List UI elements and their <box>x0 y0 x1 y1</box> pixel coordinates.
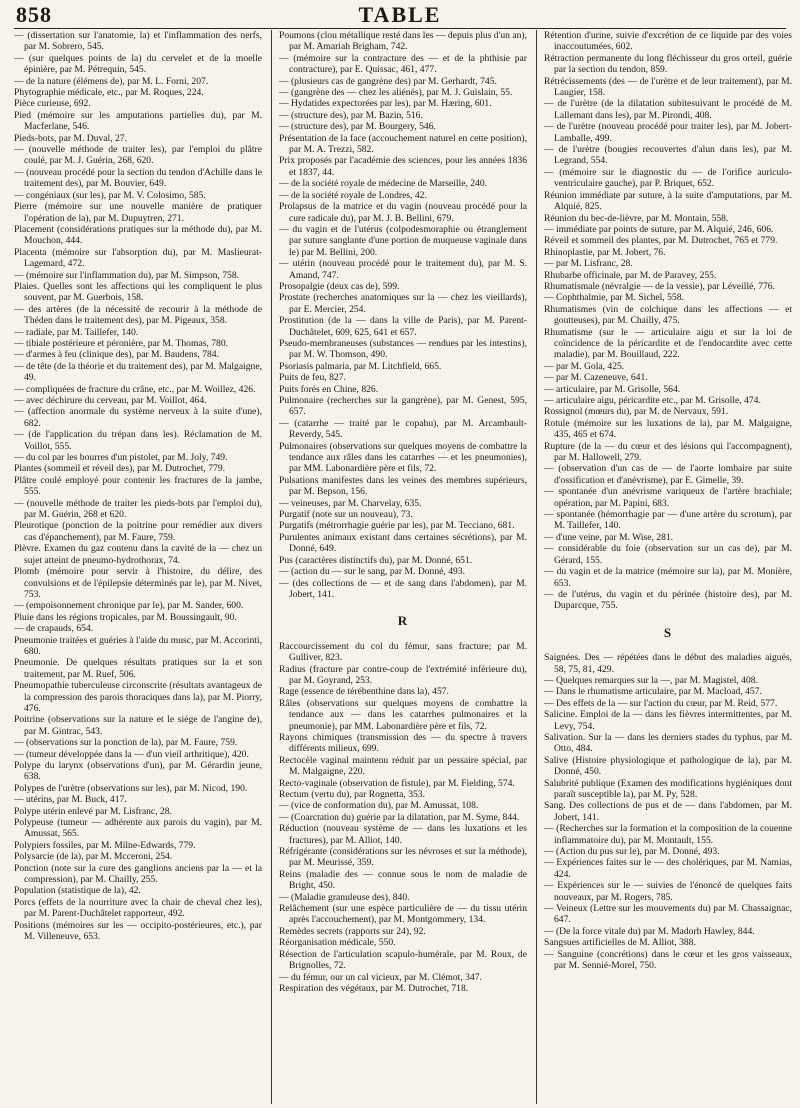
index-entry: — de tête (de la théorie et du traitement des), par M. Malgaigne, 49. <box>14 360 262 384</box>
index-entry: Pieds-bots, par M. Duval, 27. <box>14 132 127 144</box>
index-entry: Phytographie médicale, etc., par M. Roques, 224. <box>14 87 204 99</box>
index-entry: Puits forés en Chine, 826. <box>279 383 379 395</box>
index-entries-p <box>279 30 527 600</box>
index-entry: Pneumonie traitées et guéries à l'aide du musc, par M. Accorinti, 680. <box>14 634 262 657</box>
index-entry: — veineuses, par M. Charvelay, 635. <box>279 497 422 509</box>
index-entry: Poumons (clou métallique resté dans les — depuis plus d'un an), par M. Amariah Brigham, 742. <box>279 30 527 53</box>
index-entry: — (observation d'un cas de — de l'aorte lombaire par suite d'ossification et d'anévrisme), par E. Gimelle, 39. <box>544 463 792 486</box>
index-entry: Sangsues artificielles de M. Alliot, 388. <box>544 937 696 949</box>
index-entry: Réorganisation médicale, 550. <box>279 937 396 949</box>
index-entry: — considérable du foie (observation sur un cas de), par M. Gérard, 155. <box>544 543 792 566</box>
index-entry: — du vagin et de la matrice (mémoire sur la), par M. Monière, 653. <box>544 566 792 589</box>
index-entry: — Quelques remarques sur la —, par M. Magistel, 408. <box>544 674 758 686</box>
index-entry: — (dissertation sur l'anatomie, la) et l'inflammation des nerfs, par M. Sobrero, 545. <box>14 30 262 53</box>
index-entry: Polypeuse (tumeur — adhérente aux parois du vagin), par M. Amussat, 565. <box>14 817 262 840</box>
index-entry: Pseudo-membraneuses (substances — rendues par les intestins), par M. W. Thomson, 490. <box>279 337 527 361</box>
index-entry: Réveil et sommeil des plantes, par M. Dutrochet, 765 et 779. <box>544 235 778 247</box>
index-entry: — (mémoire sur l'inflammation du), par M. Simpson, 758. <box>14 269 240 281</box>
index-entry: — de la société royale de médecine de Marseille, 240. <box>279 178 488 190</box>
index-entry: Rossignol (mœurs du), par M. de Nervaux, 591. <box>544 406 729 418</box>
index-column-middle <box>279 30 527 1106</box>
index-entry: — (vice de conformation du), par M. Amussat, 108. <box>279 800 479 812</box>
index-entries-r <box>279 641 527 995</box>
index-entry: — (affection anormale du système nerveux à la suite d'une), 682. <box>14 406 262 429</box>
index-entry: — (nouveau procédé pour la section du tendon d'Achille dans le traitement des), par M. Bouvier, 649. <box>14 166 262 190</box>
index-entries-r-continued <box>544 30 792 612</box>
index-entry: — avec déchirure du cerveau, par M. Voillot, 464. <box>14 395 207 406</box>
index-entry: Pierre (mémoire sur une nouvelle manière de pratiquer l'opération de la), par M. Dupuytren, 271. <box>14 201 262 224</box>
index-entry: — par M. Gola, 425. <box>544 360 625 372</box>
index-entry: Réunion du bec-de-lièvre, par M. Montain, 558. <box>544 212 729 224</box>
index-entry: — (De la force vitale du) par M. Madorh Hawley, 844. <box>544 925 755 937</box>
index-entry: — Veineux (Lettre sur les mouvements du) par M. Chassaignac, 647. <box>544 903 792 926</box>
index-entry: — de crapauds, 654. <box>14 623 94 635</box>
index-entry: — (nouvelle méthode de traiter les), par l'emploi du plâtre coulé, par M. J. Guérin, 268, 620. <box>14 144 262 167</box>
index-entry: Puits de feu, 827. <box>279 372 346 384</box>
index-entry: — de la société royale de Londres, 42. <box>279 189 427 201</box>
index-entry: Prolapsus de la matrice et du vagin (nouveau procédé pour la cure radicale du), par M. J. B. Bellini, 679. <box>279 201 527 224</box>
index-column-right <box>544 30 792 1106</box>
index-entry: Pied (mémoire sur les amputations partielles du), par M. Macferlane, 546. <box>14 109 262 133</box>
index-entry: — d'armes à feu (clinique des), par M. Baudens, 784. <box>14 349 220 361</box>
index-entry: Rotule (mémoire sur les luxations de la), par M. Malgaigne, 435, 465 et 674. <box>544 417 792 441</box>
index-entry: — (Coarctation du) guérie par la dilatation, par M. Syme, 844. <box>279 811 520 823</box>
index-entry: Rétraction permanente du long fléchisseur du gros orteil, guérie par la section du tendon, 859. <box>544 52 792 76</box>
index-entry: Purulentes animaux existant dans certaines sécrétions), par M. Donné, 649. <box>279 531 527 555</box>
index-entry: Prostitution (de la — dans la ville de Paris), par M. Parent-Duchâtelet, 609, 625, 641 et 657. <box>279 315 527 338</box>
index-entry: Rhumatismes (vin de colchique dans les affections — et goutteuses), par M. Chailly, 475. <box>544 303 792 327</box>
section-letter-r: R <box>397 613 409 629</box>
index-entry: — (structure des), par M. Bazin, 516. <box>279 109 423 121</box>
index-entry: Pus (caractères distinctifs du), par M. Donné, 651. <box>279 554 473 566</box>
index-entry: Présentation de la face (accouchement naturel en cette position), par M. A. Trezzi, 582. <box>279 132 527 156</box>
index-entry: — (Recherches sur la formation et la composition de la couenne inflammatoire du), par M. Montault, 155. <box>544 823 792 846</box>
index-entry: — compliquées de fracture du crâne, etc., par M. Woillez, 426. <box>14 383 256 395</box>
index-entry: Polypes de l'urètre (observations sur les), par M. Nicod, 190. <box>14 782 248 794</box>
index-entry: — de l'urètre (de la dilatation subitesuivant le procédé de M. Lallemant dans les), par M. Pirondi, 408. <box>544 98 792 121</box>
index-entry: Population (statistique de la), 42. <box>14 885 141 897</box>
index-entry: — (Maladie granuleuse des), 840. <box>279 891 410 903</box>
index-entry: Pièce curieuse, 692. <box>14 98 91 110</box>
index-entry: — d'une veine, par M. Wise, 281. <box>544 531 674 543</box>
index-entry: — utérins, par M. Buck, 417. <box>14 794 127 806</box>
index-entry: Rétrécissements (des — de l'urètre et de leur traitement), par M. Laugier, 158. <box>544 75 792 99</box>
index-entry: Salivation. Sur la — dans les derniers stades du typhus, par M. Otto, 484. <box>544 731 792 755</box>
index-entry: — Sanguine (concrétions) dans le cœur et les gros vaisseaux, par M. Sennié-Morel, 750. <box>544 948 792 972</box>
index-entry: — Hydatides expectorées par les), par M. Hæring, 601. <box>279 98 492 110</box>
index-entry: Saignées. Des — répétées dans le début des maladies aiguës, 58, 75, 81, 429. <box>544 652 792 675</box>
index-entry: — radiale, par M. Taillefer, 140. <box>14 326 139 338</box>
index-entry: Polysarcie (de la), par M. Mcceroni, 254. <box>14 851 173 863</box>
index-entry: Rétention d'urine, suivie d'excrétion de ce liquide par des voies inaccoutumées, 602. <box>544 30 792 53</box>
index-entry: Recto-vaginale (observation de fistule), par M. Fielding, 574. <box>279 777 515 789</box>
index-entry: Résection de l'articulation scapulo-humérale, par M. Roux, de Brignolles, 72. <box>279 948 527 972</box>
index-column-left <box>14 30 262 1106</box>
index-entry: Relâchement (sur une espèce particulière de — du tissu utérin après l'accouchement), par M. Montgommery, 134. <box>279 903 527 926</box>
index-entry: — Des effets de la — sur l'action du cœur, par M. Reid, 577. <box>544 697 778 709</box>
index-entry: Remèdes secrets (rapports sur 24), 92. <box>279 925 426 937</box>
index-entry: Placenta (mémoire sur l'absorption du), par M. Maslieurat-Lagemard, 472. <box>14 246 262 270</box>
index-entry: — (catarrhe — traité par le copahu), par M. Arcambault-Reverdy, 545. <box>279 417 527 441</box>
index-entry: Salicine. Emploi de la — dans les fièvres intermittentes, par M. Levy, 754. <box>544 709 792 732</box>
index-entry: — (de l'application du trépan dans les). Réclamation de M. Voillot, 555. <box>14 429 262 452</box>
index-entry: Plaies. Quelles sont les affections qui les compliquent le plus souvent, par M. Guerbois, 158. <box>14 280 262 304</box>
index-entry: — immédiate par points de suture, par M. Alquié, 246, 606. <box>544 223 774 235</box>
index-entry: Rage (essence de térébenthine dans la), 457. <box>279 686 449 698</box>
index-entry: — (des collections de — et de sang dans l'abdomen), par M. Jobert, 141. <box>279 577 527 600</box>
index-entry: Porcs (effets de la nourriture avec la chair de cheval chez les), par M. Parent-Duchâtelet rapporteur, 492. <box>14 896 262 920</box>
index-entry: — par M. Lisfranc, 28. <box>544 258 633 270</box>
index-entry: Raccourcissement du col du fémur, sans fracture; par M. Gulliver, 823. <box>279 640 527 664</box>
index-entry: Prosopalgie (deux cas de), 599. <box>279 280 400 292</box>
index-entry: — Expériences faites sur le — des cholériques, par M. Namias, 424. <box>544 857 792 880</box>
index-entry: Réunion immédiate par suture, à la suite d'amputations, par M. Alquié, 825. <box>544 189 792 213</box>
index-entry: — du fémur, our un cal vicieux, par M. Clémot, 347. <box>279 971 482 983</box>
index-entry: Plomb (mémoire pour servir à l'histoire, du délire, des convulsions et de l'épilepsie déterminés par le), par M. Nivet, 753. <box>14 566 262 600</box>
index-entry: — de la nature (élémens de), par M. L. Forni, 207. <box>14 75 209 87</box>
index-entry: — du vagin et de l'utérus (colpodesmoraphie ou étranglement par suture sanglante d'une portion de muqueuse vaginale dans le) par M. Bellini, 200. <box>279 223 527 258</box>
index-entry: Purgatif (note sur un nouveau), 73. <box>279 509 413 521</box>
index-entry: — utérin (nouveau procédé pour le traitement du), par M. S. Amand, 747. <box>279 258 527 281</box>
index-entry: — (sur quelques points de la) du cervelet et de la moelle épinière, par M. Pétrequin, 545. <box>14 52 262 76</box>
index-entry: — (mémoire sur la contracture des — et de la phthisie par contracture), par E. Quissac, 461, 477. <box>279 52 527 76</box>
index-entries-s <box>544 652 792 971</box>
index-entry: — (observations sur la ponction de la), par M. Faure, 759. <box>14 737 238 749</box>
index-entry: — Cophthalmie, par M. Sichel, 558. <box>544 292 684 304</box>
index-entry: Polypiers fossiles, par M. Milne-Edwards, 779. <box>14 839 196 851</box>
header-rule <box>14 28 786 29</box>
index-entry: Plèvre. Examen du gaz contenu dans la cavité de la — chez un sujet atteint de pneumo-hydrothorax, 74. <box>14 543 262 566</box>
index-entry: Positions (mémoires sur les — occipito-postérieures, etc.), par M. Villeneuve, 653. <box>14 919 262 943</box>
index-entry: Pulmonaires (observations sur quelques moyens de combattre la tendance aux râles dans les catarrhes — et les pneumonies), par MM. Labonardière père et fils, 72. <box>279 440 527 475</box>
index-entry: — articulaire, par M. Grisolle, 564. <box>544 383 681 395</box>
index-entry: — Expériences sur le — suivies de l'énoncé de quelques faits nouveaux, par M. Rogers, 785. <box>544 880 792 903</box>
column-divider <box>271 30 272 1104</box>
page-number: 858 <box>16 2 52 27</box>
index-entry: — des artères (de la nécessité de recourir à la méthode de Théden dans le traitement des), par M. Pigeaux, 358. <box>14 303 262 327</box>
index-entry: — Dans le rhumatisme articulaire, par M. Macload, 457. <box>544 686 762 698</box>
index-entry: — (empoisonnement chronique par le), par M. Sander, 600. <box>14 600 244 612</box>
index-entry: Rectocèle vaginal maintenu réduit par un pessaire spécial, par M. Malgaigne, 220. <box>279 754 527 778</box>
index-entry: — de l'utérus, du vagin et du périnée (histoire des), par M. Duparcque, 755. <box>544 588 792 612</box>
index-entry: Poitrine (observations sur la nature et le siége de l'angine de), par M. Gintrac, 543. <box>14 714 262 737</box>
index-entry: Rhinoplastie, par M. Jobert, 76. <box>544 246 666 258</box>
index-entry: Plantes (sommeil et réveil des), par M. Dutrochet, 779. <box>14 463 226 475</box>
index-entry: Polype utérin enlevé par M. Lisfranc, 28. <box>14 805 172 817</box>
index-entry: — de l'urètre (nouveau procédé pour traiter les), par M. Jobert-Lamballe, 499. <box>544 121 792 144</box>
index-entry: Pleurotique (ponction de la poitrine pour remédier aux divers cas d'épanchement), par M. Faure, 759. <box>14 520 262 543</box>
index-entry: Pulsations manifestes dans les veines des membres supérieurs, par M. Bepson, 156. <box>279 474 527 498</box>
index-entry: Plâtre coulé employé pour contenir les fractures de la jambe, 555. <box>14 474 262 498</box>
index-entry: — (gangrène des — chez les aliénés), par M. J. Guislain, 55. <box>279 87 513 99</box>
index-entry: — (action du — sur le sang, par M. Donné, 493. <box>279 566 465 578</box>
index-entry: Reins (maladie des — connue sous le nom de maladie de Bright, 450. <box>279 868 527 892</box>
index-entry: Réfrigérante (considérations sur les névroses et sur la méthode), par M. Meurissé, 359. <box>279 846 527 869</box>
index-entry: — (nouvelle méthode de traiter les pieds-bots par l'emploi du), par M. Guérin, 268 et 620. <box>14 497 262 521</box>
index-entry: Rupture (de la — du cœur et des lésions qui l'accompagnent), par M. Hallowell, 279. <box>544 440 792 464</box>
index-entry: — (Action du pus sur le), par M. Donné, 493. <box>544 846 720 858</box>
index-entry: — (plusieurs cas de gangrène des) par M. Gerhardt, 745. <box>279 75 497 87</box>
index-entry: — congéniaux (sur les), par M. V. Colosimo, 585. <box>14 189 206 201</box>
index-entry: Prix proposés par l'académie des sciences, pour les années 1836 et 1837, 44. <box>279 155 527 178</box>
index-entry: Rectum (vertu du), par Rognetta, 353. <box>279 789 426 800</box>
index-entry: Réduction (nouveau système de — dans les luxations et les fractures), par M. Alliot, 140. <box>279 823 527 846</box>
index-entry: Placement (considérations pratiques sur la méthode du), par M. Mouchon, 444. <box>14 223 262 247</box>
index-entry: Rhumatismale (névralgie — de la vessie), par Léveillé, 776. <box>544 280 775 292</box>
index-entry: — par M. Cazeneuve, 641. <box>544 372 648 384</box>
index-entry: — spontanée d'un anévrisme variqueux de l'artère brachiale; opération, par M. Papini, 683. <box>544 486 792 509</box>
index-entry: Radius (fracture par contre-coup de l'extrémité inférieure du), par M. Goyrand, 253. <box>279 663 527 686</box>
index-entry: Respiration des végétaux, par M. Dutrochet, 718. <box>279 982 469 994</box>
index-entry: — (tumeur développée dans la — d'un vieil arthritique), 420. <box>14 748 249 760</box>
page-header <box>0 0 800 28</box>
section-letter-s: S <box>663 624 673 640</box>
index-entry: Ponction (note sur la cure des ganglions anciens par la — et la compression), par M. Chailly, 255. <box>14 862 262 886</box>
index-entry: Salive (Histoire physiologique et pathologique de la), par M. Donné, 450. <box>544 754 792 778</box>
page-title: TABLE <box>358 2 442 27</box>
index-entry: Prostate (recherches anatomiques sur la — chez les vieillards), par E. Mercier, 254. <box>279 292 527 315</box>
index-entry: Râles (observations sur quelques moyens de combattre la tendance aux — dans les catarrhes pulmonaires et la pneumonie), par MM. Labonardière père et fils, 72. <box>279 697 527 732</box>
index-entry: Psoriasis palmaria, par M. Litchfield, 665. <box>279 360 442 372</box>
index-entry: — du col par les bourres d'un pistolet, par M. Joly, 749. <box>14 452 228 464</box>
index-entry: Pulmonaire (recherches sur la gangrène), par M. Genest, 595, 657. <box>279 395 527 418</box>
column-divider <box>536 30 537 1104</box>
index-entry: — tibiale postérieure et péronière, par M. Thomas, 780. <box>14 337 229 349</box>
index-entry: — (structure des), par M. Bourgery, 546. <box>279 121 436 133</box>
index-entry: Rhumatisme (sur le — articulaire aigu et sur la loi de coïncidence de la péricardite et de l'endocardite avec cette maladie), par M. Bouillaud, 222. <box>544 326 792 361</box>
index-entry: Rayons chimiques (transmission des — du spectre à travers différents milieux, 699. <box>279 731 527 755</box>
index-entry: Pneumopathie tuberculeuse circonscrite (résultats avantageux de la compression des parois thoraciques dans la), par M. Piorry, 476. <box>14 680 262 714</box>
index-entry: — (mémoire sur le diagnostic du — de l'orifice auriculo-ventriculaire gauche), par P. Briquet, 652. <box>544 166 792 190</box>
index-entry: — spontanée (hémorrhagie par — d'une artère du scrotum), par M. Taillefer, 140. <box>544 509 792 532</box>
index-entry: Polype du larynx (observations d'un), par M. Gérardin jeune, 638. <box>14 760 262 783</box>
index-entry: — articulaire aigu, péricardite etc., par M. Grisolle, 474. <box>544 395 761 406</box>
index-entry: Pneumonie. De quelques résultats pratiques sur la et son traitement, par M. Ruef, 506. <box>14 657 262 680</box>
index-entry: Salubrité publique (Examen des modifications hygiéniques dont paraît susceptible la), par M. Py, 528. <box>544 777 792 800</box>
index-entry: — de l'urètre (bougies recouvertes d'alun dans les), par M. Legrand, 554. <box>544 144 792 167</box>
index-entry: Sang. Des collections de pus et de — dans l'abdomen, par M. Jobert, 141. <box>544 800 792 823</box>
index-entry: Rhubarbe officinale, par M. de Paravey, 255. <box>544 269 717 281</box>
index-entry: Purgatifs (métrorrhagie guérie par les), par M. Tecciano, 681. <box>279 520 515 532</box>
index-entry: Pluie dans les régions tropicales, par M. Boussingault, 90. <box>14 611 237 623</box>
